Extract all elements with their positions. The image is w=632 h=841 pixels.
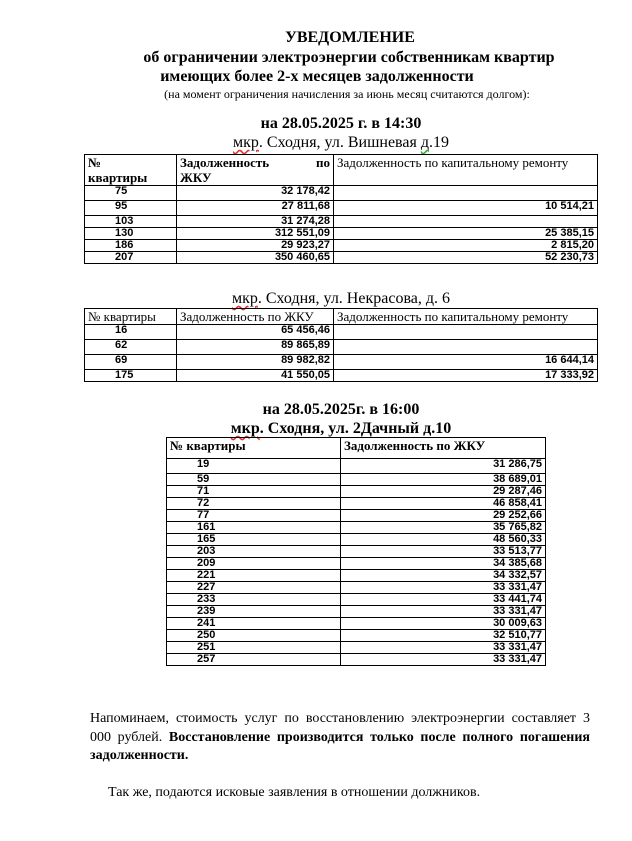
zhku-debt-cell: 35 765,82 [341, 522, 546, 534]
table-row [167, 510, 546, 522]
zhku-debt-cell: 29 252,66 [341, 510, 546, 522]
zhku-debt-cell: 34 385,68 [341, 558, 546, 570]
apartment-number-cell: 221 [167, 570, 341, 582]
header-text: № [88, 155, 102, 170]
table-row [167, 474, 546, 486]
capital-repair-debt-cell: 16 644,14 [334, 355, 598, 370]
header-zhku-debt: Задолженность по ЖКУ [341, 438, 546, 459]
apartment-number-cell: 59 [167, 474, 341, 486]
apartment-number-cell: 209 [167, 558, 341, 570]
zhku-debt-cell: 38 689,01 [341, 474, 546, 486]
zhku-debt-cell: 32 510,77 [341, 630, 546, 642]
reminder-text: Напоминаем, стоимость услуг по восстановлению электроэнергии составляет 3 000 рублей. [90, 711, 590, 745]
table-row [85, 240, 598, 252]
zhku-debt-cell: 33 331,47 [341, 654, 546, 666]
section1-table [84, 154, 598, 264]
table-row [167, 459, 546, 474]
table-row [167, 546, 546, 558]
apartment-number-cell: 175 [85, 370, 177, 382]
zhku-debt-cell: 33 513,77 [341, 546, 546, 558]
capital-repair-debt-cell: 2 815,20 [334, 240, 598, 252]
zhku-debt-cell: 30 009,63 [341, 618, 546, 630]
address-prefix: мкр [231, 290, 258, 307]
table-row [85, 370, 598, 382]
apartment-number-cell: 251 [167, 642, 341, 654]
table-row [167, 486, 546, 498]
table-row [167, 522, 546, 534]
header-capital-repair-debt: Задолженность по капитальному ремонту [334, 155, 598, 186]
notice-subtitle-line2: имеющих более 2-х месяцев задолженности [160, 68, 474, 85]
header-text: ЖКУ [180, 170, 212, 185]
zhku-debt-cell: 29 287,46 [341, 486, 546, 498]
apartment-number-cell: 186 [85, 240, 177, 252]
table-row [167, 630, 546, 642]
table-row [167, 594, 546, 606]
zhku-debt-cell: 33 331,47 [341, 606, 546, 618]
apartment-number-cell: 130 [85, 228, 177, 240]
address-prefix: мкр [230, 420, 260, 437]
table-row [167, 534, 546, 546]
zhku-debt-cell: 65 456,46 [177, 325, 334, 340]
capital-repair-debt-cell: 25 385,15 [334, 228, 598, 240]
address-middle: . Сходня, ул. Вишневая [258, 134, 421, 151]
table-row [85, 186, 598, 201]
section1-address [84, 134, 598, 152]
table-row [167, 618, 546, 630]
capital-repair-debt-cell: 17 333,92 [334, 370, 598, 382]
zhku-debt-cell: 312 551,09 [177, 228, 334, 240]
table-row [85, 216, 598, 228]
apartment-number-cell: 250 [167, 630, 341, 642]
capital-repair-debt-cell [334, 325, 598, 340]
header-zhku-debt: Задолженность по ЖКУ [177, 309, 334, 325]
apartment-number-cell: 241 [167, 618, 341, 630]
section2-table [84, 308, 598, 382]
zhku-debt-cell: 350 460,65 [177, 252, 334, 264]
zhku-debt-cell: 89 865,89 [177, 340, 334, 355]
zhku-debt-cell: 31 274,28 [177, 216, 334, 228]
apartment-number-cell: 62 [85, 340, 177, 355]
notice-subtitle-line1: об ограничении электроэнергии собственникам квартир [143, 49, 555, 66]
zhku-debt-cell: 41 550,05 [177, 370, 334, 382]
table-header-row [85, 155, 598, 186]
table-header-row [85, 309, 598, 325]
capital-repair-debt-cell [334, 216, 598, 228]
address-suffix: .19 [429, 134, 449, 151]
apartment-number-cell: 75 [85, 186, 177, 201]
apartment-number-cell: 72 [167, 498, 341, 510]
reminder-bold-text: Восстановление производится только после полного погашения задолженности. [90, 729, 590, 763]
zhku-debt-cell: 33 331,47 [341, 582, 546, 594]
apartment-number-cell: 257 [167, 654, 341, 666]
zhku-debt-cell: 27 811,68 [177, 201, 334, 216]
header-zhku-debt [177, 155, 334, 186]
restoration-cost-paragraph [90, 710, 590, 766]
table-row [85, 252, 598, 264]
table-row [167, 498, 546, 510]
table-row [85, 325, 598, 340]
table-row [85, 340, 598, 355]
apartment-number-cell: 165 [167, 534, 341, 546]
table-row [167, 570, 546, 582]
table-row [167, 558, 546, 570]
section2-address [84, 290, 598, 308]
apartment-number-cell: 203 [167, 546, 341, 558]
table-row [167, 582, 546, 594]
apartment-number-cell: 77 [167, 510, 341, 522]
apartment-number-cell: 227 [167, 582, 341, 594]
zhku-debt-cell: 32 178,42 [177, 186, 334, 201]
notice-title: УВЕДОМЛЕНИЕ [285, 29, 415, 46]
zhku-debt-cell: 48 560,33 [341, 534, 546, 546]
zhku-debt-cell: 31 286,75 [341, 459, 546, 474]
capital-repair-debt-cell: 10 514,21 [334, 201, 598, 216]
table-row [167, 606, 546, 618]
zhku-debt-cell: 33 331,47 [341, 642, 546, 654]
header-text: квартиры [88, 170, 148, 185]
notice-note: (на момент ограничения начисления за июнь месяц считаются долгом): [164, 87, 530, 101]
table-header-row [167, 438, 546, 459]
section3-date: на 28.05.2025г. в 16:00 [262, 401, 420, 418]
apartment-number-cell: 95 [85, 201, 177, 216]
apartment-number-cell: 19 [167, 459, 341, 474]
header-text: Задолженность [180, 155, 270, 170]
capital-repair-debt-cell [334, 186, 598, 201]
zhku-debt-cell: 29 923,27 [177, 240, 334, 252]
zhku-debt-cell: 46 858,41 [341, 498, 546, 510]
table-row [167, 654, 546, 666]
apartment-number-cell: 161 [167, 522, 341, 534]
section1-date: на 28.05.2025 г. в 14:30 [260, 115, 422, 132]
capital-repair-debt-cell: 52 230,73 [334, 252, 598, 264]
apartment-number-cell: 239 [167, 606, 341, 618]
zhku-debt-cell: 34 332,57 [341, 570, 546, 582]
capital-repair-debt-cell [334, 340, 598, 355]
zhku-debt-cell: 89 982,82 [177, 355, 334, 370]
address-rest: . Сходня, ул. 2Дачный д.10 [259, 420, 452, 437]
apartment-number-cell: 233 [167, 594, 341, 606]
address-prefix: мкр [232, 134, 259, 151]
section3-address [84, 420, 598, 438]
table-row [85, 201, 598, 216]
address-d: д [420, 134, 429, 151]
table-row [85, 228, 598, 240]
table-row [167, 642, 546, 654]
apartment-number-cell: 207 [85, 252, 177, 264]
zhku-debt-cell: 33 441,74 [341, 594, 546, 606]
apartment-number-cell: 16 [85, 325, 177, 340]
lawsuits-paragraph: Так же, подаются исковые заявления в отношении должников. [108, 785, 481, 800]
apartment-number-cell: 103 [85, 216, 177, 228]
address-rest: . Сходня, ул. Некрасова, д. 6 [257, 290, 451, 307]
header-apartment: № квартиры [167, 438, 341, 459]
header-apartment [85, 155, 177, 186]
apartment-number-cell: 69 [85, 355, 177, 370]
section3-table [166, 437, 546, 666]
header-text: по [316, 155, 330, 170]
header-capital-repair-debt: Задолженность по капитальному ремонту [334, 309, 598, 325]
header-apartment: № квартиры [85, 309, 177, 325]
apartment-number-cell: 71 [167, 486, 341, 498]
table-row [85, 355, 598, 370]
